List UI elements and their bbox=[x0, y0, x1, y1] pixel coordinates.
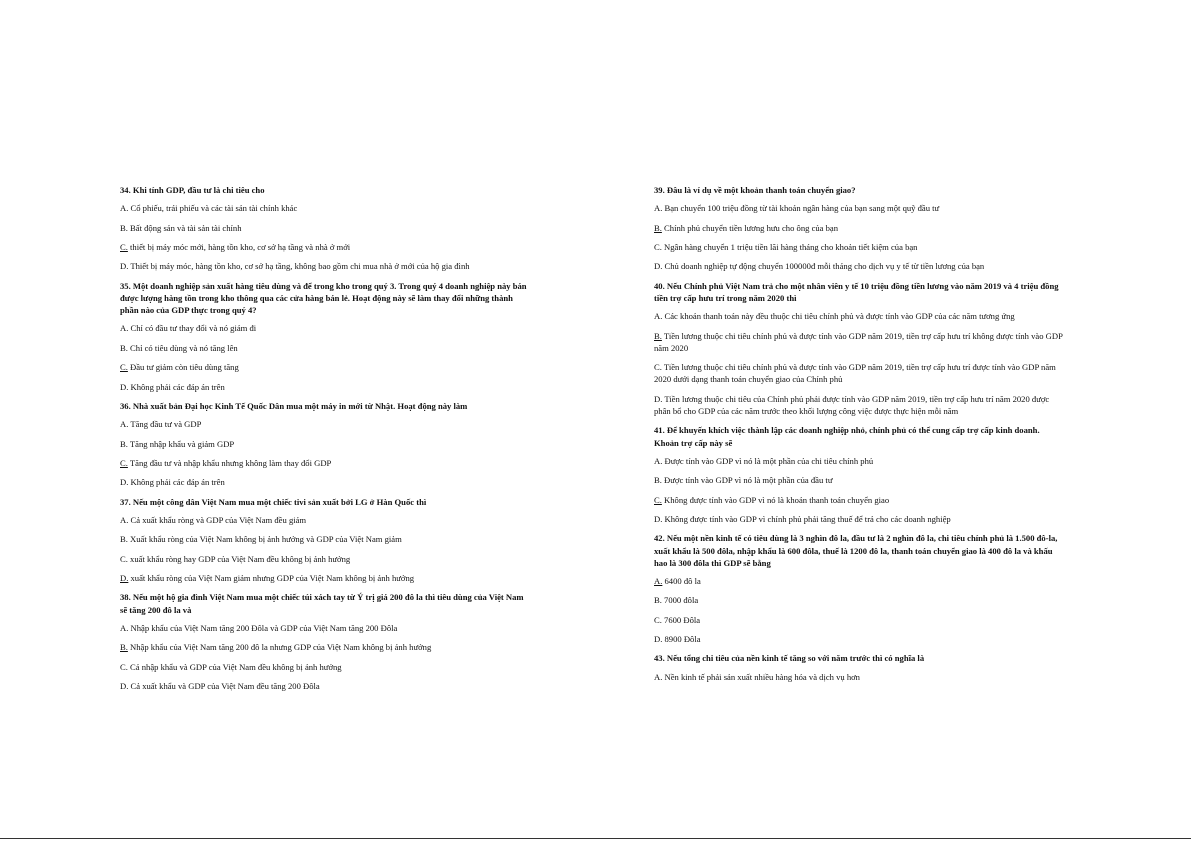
option-letter: C. bbox=[120, 241, 128, 252]
option-text: Bất động sản và tài sản tài chính bbox=[127, 222, 242, 233]
option-letter: D. bbox=[120, 261, 129, 272]
answer-option bbox=[654, 260, 1064, 272]
option-text: 8900 Đôla bbox=[662, 634, 701, 645]
option-text: Không phải các đáp án trên bbox=[128, 477, 225, 488]
option-letter: B. bbox=[120, 342, 128, 353]
answer-option bbox=[654, 330, 1064, 354]
option-letter: A. bbox=[120, 419, 129, 430]
option-letter: A. bbox=[120, 514, 129, 525]
option-letter: A. bbox=[654, 575, 663, 586]
option-text: Không phải các đáp án trên bbox=[128, 381, 225, 392]
option-text: Được tính vào GDP vì nó là một phần của chi tiêu chính phủ bbox=[662, 455, 874, 466]
option-letter: D. bbox=[654, 261, 663, 272]
question-text: 43. Nếu tổng chi tiêu của nền kinh tế tăng so với năm trước thì có nghĩa là bbox=[654, 653, 925, 664]
option-text: Chỉ có đầu tư thay đổi và nó giảm đi bbox=[128, 323, 257, 334]
answer-option bbox=[120, 514, 530, 526]
option-text: Chủ doanh nghiệp tự động chuyển 100000đ mỗi tháng cho dịch vụ y tế từ tiền lương của bạn bbox=[662, 261, 985, 272]
question-text: 41. Để khuyến khích việc thành lập các doanh nghiệp nhỏ, chính phủ có thể cung cấp trợ cấp kinh doanh. Khoản trợ cấp này sẽ bbox=[654, 425, 1040, 448]
question-text: 38. Nếu một hộ gia đình Việt Nam mua một chiếc túi xách tay từ Ý trị giá 200 đô la thì tiêu dùng của Việt Nam sẽ tăng 200 đô la và bbox=[120, 592, 524, 615]
answer-option bbox=[120, 381, 530, 393]
question-text: 35. Một doanh nghiệp sản xuất hàng tiêu dùng và để trong kho trong quý 3. Trong quý 4 doanh nghiệp này bán được lượng hàng tồn trong kho thông qua các cửa hàng bán lẻ. Hoạt động này sẽ làm thay đổi những thành phần nào của GDP thực trong quý 4? bbox=[120, 280, 527, 316]
option-text: Nhập khẩu của Việt Nam tăng 200 đô la nhưng GDP của Việt Nam không bị ảnh hưởng bbox=[127, 642, 432, 653]
option-letter: C. bbox=[120, 362, 128, 373]
answer-option bbox=[654, 361, 1064, 385]
question-text: 40. Nếu Chính phủ Việt Nam trả cho một nhân viên y tế 10 triệu đồng tiền lương vào năm 2019 và 4 triệu đồng tiền trợ cấp hưu trí trong năm 2020 thì bbox=[654, 280, 1059, 303]
option-letter: B. bbox=[654, 595, 662, 606]
option-letter: B. bbox=[654, 475, 662, 486]
option-text: 7600 Đôla bbox=[661, 614, 701, 625]
option-letter: B. bbox=[120, 222, 128, 233]
option-letter: C. bbox=[654, 614, 662, 625]
option-letter: A. bbox=[654, 311, 663, 322]
answer-option bbox=[120, 641, 530, 653]
answer-option bbox=[120, 260, 530, 272]
option-letter: C. bbox=[120, 553, 128, 564]
option-text: xuất khẩu ròng hay GDP của Việt Nam đều không bị ảnh hưởng bbox=[127, 553, 351, 564]
option-text: Thiết bị máy móc, hàng tồn kho, cơ sở hạ tầng, không bao gồm chi mua nhà ở mới của hộ gia đình bbox=[128, 261, 470, 272]
answer-option bbox=[654, 222, 1064, 234]
option-text: Nền kinh tế phải sản xuất nhiều hàng hóa và dịch vụ hơn bbox=[662, 671, 860, 682]
option-text: Các khoản thanh toán này đều thuộc chi tiêu chính phủ và được tính vào GDP của các năm tương ứng bbox=[662, 311, 1015, 322]
option-text: Ngân hàng chuyển 1 triệu tiền lãi hàng tháng cho khoản tiết kiệm của bạn bbox=[661, 241, 918, 252]
option-letter: A. bbox=[120, 323, 129, 334]
option-letter: A. bbox=[654, 455, 663, 466]
option-letter: D. bbox=[120, 681, 129, 692]
option-letter: C. bbox=[654, 241, 662, 252]
option-text: Tăng nhập khẩu và giảm GDP bbox=[127, 438, 235, 449]
answer-option bbox=[120, 476, 530, 488]
option-text: Nhập khẩu của Việt Nam tăng 200 Đôla và GDP của Việt Nam tăng 200 Đôla bbox=[128, 622, 398, 633]
answer-option bbox=[120, 661, 530, 673]
option-letter: B. bbox=[654, 222, 662, 233]
answer-option bbox=[120, 680, 530, 692]
answer-option bbox=[120, 418, 530, 430]
option-text: 6400 đô la bbox=[662, 575, 701, 586]
answer-option bbox=[120, 241, 530, 253]
bottom-divider bbox=[0, 838, 1191, 839]
answer-option bbox=[654, 393, 1064, 417]
option-text: Không được tính vào GDP vì chính phủ phải tăng thuế để trả cho các doanh nghiệp bbox=[662, 513, 951, 524]
option-text: Đầu tư giảm còn tiêu dùng tăng bbox=[127, 362, 239, 373]
left-column bbox=[120, 184, 530, 699]
option-letter: D. bbox=[120, 381, 129, 392]
option-text: Tăng đầu tư và GDP bbox=[128, 419, 202, 430]
option-text: 7000 đôla bbox=[661, 595, 699, 606]
answer-option bbox=[120, 572, 530, 584]
option-text: thiết bị máy móc mới, hàng tồn kho, cơ sở hạ tầng và nhà ở mới bbox=[127, 241, 351, 252]
answer-option bbox=[120, 622, 530, 634]
option-text: Tiền lương thuộc chi tiêu của Chính phủ phải được tính vào GDP năm 2019, tiền trợ cấp hưu trí năm 2020 được phân bổ cho GDP của các năm trước theo khối lượng công việc được thực hiện mỗi năm bbox=[654, 393, 1050, 416]
option-letter: B. bbox=[120, 438, 128, 449]
option-letter: D. bbox=[120, 573, 129, 584]
answer-option bbox=[654, 594, 1064, 606]
option-letter: D. bbox=[120, 477, 129, 488]
answer-option bbox=[120, 553, 530, 565]
answer-option bbox=[120, 438, 530, 450]
option-text: Bạn chuyển 100 triệu đồng từ tài khoản ngân hàng của bạn sang một quỹ đầu tư bbox=[662, 203, 940, 214]
answer-option bbox=[654, 494, 1064, 506]
option-letter: D. bbox=[654, 513, 663, 524]
answer-option bbox=[120, 322, 530, 334]
answer-option bbox=[654, 633, 1064, 645]
answer-option bbox=[654, 455, 1064, 467]
option-text: xuất khẩu ròng của Việt Nam giảm nhưng GDP của Việt Nam không bị ảnh hưởng bbox=[128, 573, 415, 584]
question-text: 34. Khi tính GDP, đầu tư là chi tiêu cho bbox=[120, 185, 265, 195]
option-letter: B. bbox=[654, 330, 662, 341]
option-letter: C. bbox=[654, 494, 662, 505]
option-letter: B. bbox=[120, 642, 128, 653]
question-text: 42. Nếu một nền kinh tế có tiêu dùng là 3 nghìn đô la, đầu tư là 2 nghìn đô la, chi tiêu chính phủ là 1.500 đô-la, xuất khẩu là 500 đôla, nhập khẩu là 600 đôla, thuế là 1200 đô la, thanh toán chuyển giao là 400 đô la và khấu hao là 300 đôla thì GDP sẽ bằng bbox=[654, 533, 1058, 568]
answer-option bbox=[654, 202, 1064, 214]
option-letter: A. bbox=[120, 203, 129, 214]
option-text: Cả xuất khẩu và GDP của Việt Nam đều tăng 200 Đôla bbox=[128, 681, 320, 692]
answer-option bbox=[654, 474, 1064, 486]
option-text: Chính phủ chuyển tiền lương hưu cho ông của bạn bbox=[661, 222, 839, 233]
right-column bbox=[654, 184, 1064, 690]
answer-option bbox=[654, 671, 1064, 683]
option-letter: A. bbox=[654, 203, 663, 214]
option-letter: C. bbox=[654, 362, 662, 373]
answer-option bbox=[120, 222, 530, 234]
option-letter: C. bbox=[120, 661, 128, 672]
answer-option bbox=[120, 361, 530, 373]
option-letter: D. bbox=[654, 393, 663, 404]
answer-option bbox=[654, 513, 1064, 525]
question-text: 39. Đâu là ví dụ về một khoản thanh toán chuyển giao? bbox=[654, 185, 856, 195]
option-letter: A. bbox=[654, 671, 663, 682]
option-letter: A. bbox=[120, 622, 129, 633]
option-text: Cổ phiếu, trái phiếu và các tài sản tài chính khác bbox=[128, 203, 298, 214]
option-text: Chỉ có tiêu dùng và nó tăng lên bbox=[127, 342, 238, 353]
answer-option bbox=[120, 202, 530, 214]
option-text: Xuất khẩu ròng của Việt Nam không bị ảnh hưởng và GDP của Việt Nam giảm bbox=[127, 534, 402, 545]
answer-option bbox=[654, 575, 1064, 587]
option-text: Cả xuất khẩu ròng và GDP của Việt Nam đều giảm bbox=[128, 514, 307, 525]
option-text: Tăng đầu tư và nhập khẩu nhưng không làm thay đổi GDP bbox=[127, 457, 332, 468]
question-text: 36. Nhà xuất bản Đại học Kinh Tế Quốc Dân mua một máy in mới từ Nhật. Hoạt động này làm bbox=[120, 400, 468, 411]
option-text: Không được tính vào GDP vì nó là khoản thanh toán chuyển giao bbox=[661, 494, 890, 505]
answer-option bbox=[120, 342, 530, 354]
option-letter: D. bbox=[654, 634, 663, 645]
answer-option bbox=[120, 457, 530, 469]
answer-option bbox=[654, 241, 1064, 253]
question-text: 37. Nếu một công dân Việt Nam mua một chiếc tivi sản xuất bởi LG ở Hàn Quốc thì bbox=[120, 496, 427, 507]
option-text: Tiền lương thuộc chi tiêu chính phủ và được tính vào GDP năm 2019, tiền trợ cấp hưu trí không được tính vào GDP năm 2020 bbox=[654, 330, 1063, 353]
option-letter: C. bbox=[120, 457, 128, 468]
option-text: Được tính vào GDP vì nó là một phần của đầu tư bbox=[661, 475, 833, 486]
option-letter: B. bbox=[120, 534, 128, 545]
answer-option bbox=[654, 310, 1064, 322]
option-text: Tiền lương thuộc chi tiêu chính phủ và được tính vào GDP năm 2019, tiền trợ cấp hưu trí được tính vào GDP năm 2020 dưới dạng thanh toán chuyển giao của Chính phủ bbox=[654, 362, 1056, 385]
option-text: Cả nhập khẩu và GDP của Việt Nam đều không bị ảnh hưởng bbox=[127, 661, 342, 672]
answer-option bbox=[120, 533, 530, 545]
answer-option bbox=[654, 614, 1064, 626]
